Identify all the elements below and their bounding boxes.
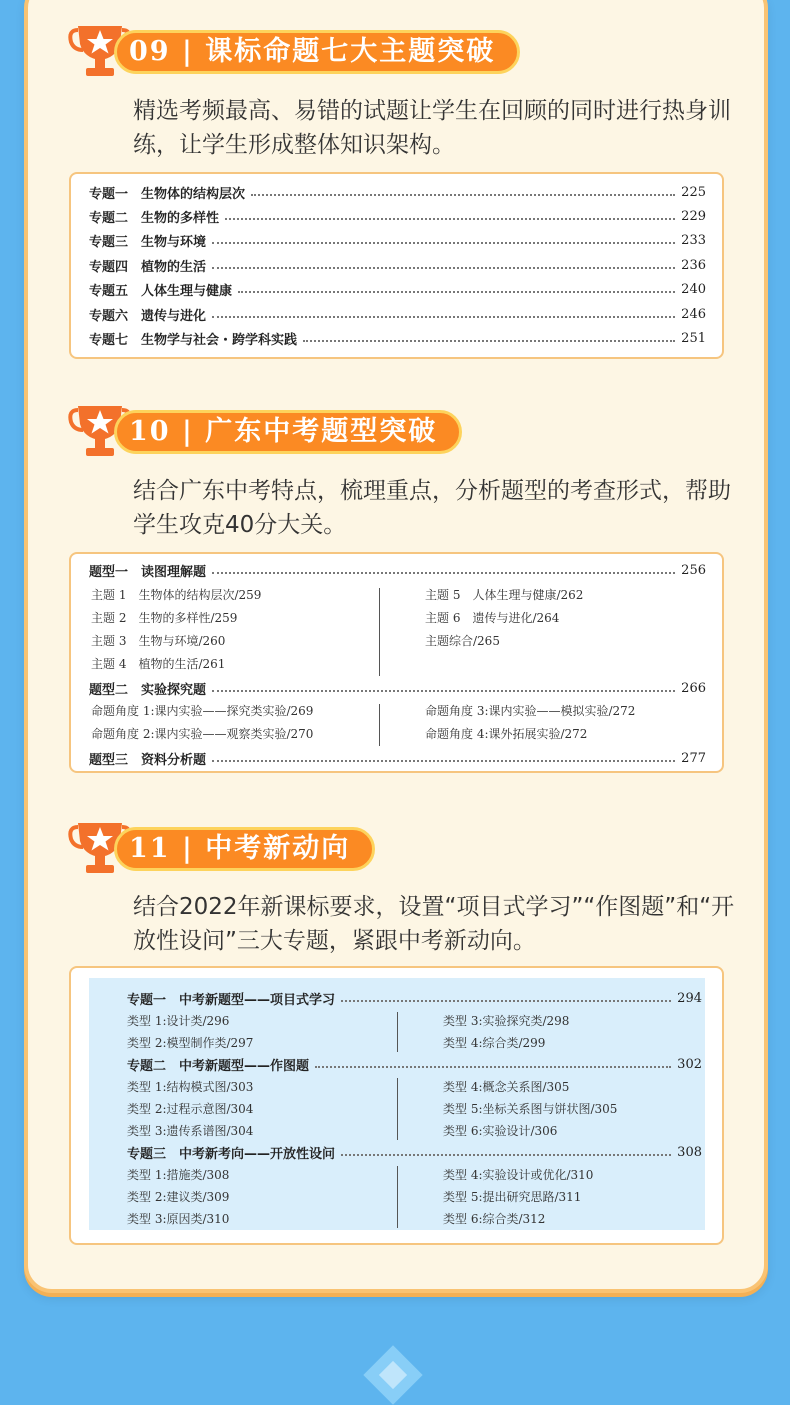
sub-item: 类型 1:结构模式图/303 [127, 1080, 254, 1094]
sub-item: 主题 6 遗传与进化/264 [425, 611, 560, 625]
sub-item: 类型 3:遗传系谱图/304 [127, 1124, 254, 1138]
sub-item: 类型 1:措施类/308 [127, 1168, 230, 1182]
column-divider [379, 588, 380, 676]
sub-item: 类型 5:坐标关系图与饼状图/305 [443, 1102, 618, 1116]
sub-item: 类型 3:原因类/310 [127, 1212, 230, 1226]
toc-row: 专题三 中考新考向——开放性设问 308 [127, 1144, 702, 1162]
sub-item: 命题角度 2:课内实验——观察类实验/270 [91, 727, 314, 741]
toc-row: 专题二 生物的多样性 229 [89, 208, 706, 226]
toc-row: 专题七 生物学与社会・跨学科实践 251 [89, 330, 706, 348]
sub-item: 类型 4:概念关系图/305 [443, 1080, 570, 1094]
sub-item: 类型 6:实验设计/306 [443, 1124, 558, 1138]
sub-item: 命题角度 4:课外拓展实验/272 [425, 727, 588, 741]
sub-item: 类型 5:提出研究思路/311 [443, 1190, 582, 1204]
column-divider [379, 704, 380, 746]
toc-row: 专题四 植物的生活 236 [89, 257, 706, 275]
sub-item: 主题 4 植物的生活/261 [91, 657, 226, 671]
sub-item: 类型 2:模型制作类/297 [127, 1036, 254, 1050]
toc-row: 题型三 资料分析题 277 [89, 750, 706, 768]
section-title: 11 | 中考新动向 [114, 827, 375, 871]
toc-row: 专题一 生物体的结构层次 225 [89, 184, 706, 202]
column-divider [397, 1078, 398, 1140]
toc-row: 专题三 生物与环境 233 [89, 232, 706, 250]
column-divider [397, 1012, 398, 1052]
section-11-header [68, 815, 538, 879]
toc-box-10 [69, 552, 724, 773]
column-divider [397, 1166, 398, 1228]
sub-item: 主题 1 生物体的结构层次/259 [91, 588, 262, 602]
sub-item: 命题角度 3:课内实验——模拟实验/272 [425, 704, 636, 718]
sub-item: 类型 2:建议类/309 [127, 1190, 230, 1204]
sub-item: 类型 4:实验设计或优化/310 [443, 1168, 594, 1182]
section-title: 09 | 课标命题七大主题突破 [114, 30, 520, 74]
toc-box-09 [69, 172, 724, 359]
sub-item: 类型 6:综合类/312 [443, 1212, 546, 1226]
sub-item: 类型 4:综合类/299 [443, 1036, 546, 1050]
section-description: 精选考频最高、易错的试题让学生在回顾的同时进行热身训练，让学生形成整体知识架构。 [133, 98, 731, 158]
section-title: 10 | 广东中考题型突破 [114, 410, 462, 454]
section-09-header [68, 18, 538, 82]
toc-row: 专题二 中考新题型——作图题 302 [127, 1056, 702, 1074]
sub-item: 主题 3 生物与环境/260 [91, 634, 226, 648]
sub-item: 类型 2:过程示意图/304 [127, 1102, 254, 1116]
toc-row: 题型二 实验探究题 266 [89, 680, 706, 698]
sub-item: 命题角度 1:课内实验——探究类实验/269 [91, 704, 314, 718]
sub-item: 类型 1:设计类/296 [127, 1014, 230, 1028]
toc-row: 题型一 读图理解题 256 [89, 562, 706, 580]
sub-item: 主题 2 生物的多样性/259 [91, 611, 238, 625]
toc-row: 专题六 遗传与进化 246 [89, 306, 706, 324]
sub-item: 类型 3:实验探究类/298 [443, 1014, 570, 1028]
section-10-header [68, 398, 538, 462]
toc-box-11 [69, 966, 724, 1245]
section-description: 结合2022年新课标要求，设置“项目式学习”“作图题”和“开放性设问”三大专题，紧跟中考新动向。 [133, 894, 735, 954]
section-description: 结合广东中考特点，梳理重点，分析题型的考查形式，帮助学生攻克40分大关。 [133, 478, 731, 538]
toc-row: 专题五 人体生理与健康 240 [89, 281, 706, 299]
sub-item: 主题 5 人体生理与健康/262 [425, 588, 584, 602]
sub-item: 主题综合/265 [425, 634, 500, 648]
toc-row: 专题一 中考新题型——项目式学习 294 [127, 990, 702, 1008]
